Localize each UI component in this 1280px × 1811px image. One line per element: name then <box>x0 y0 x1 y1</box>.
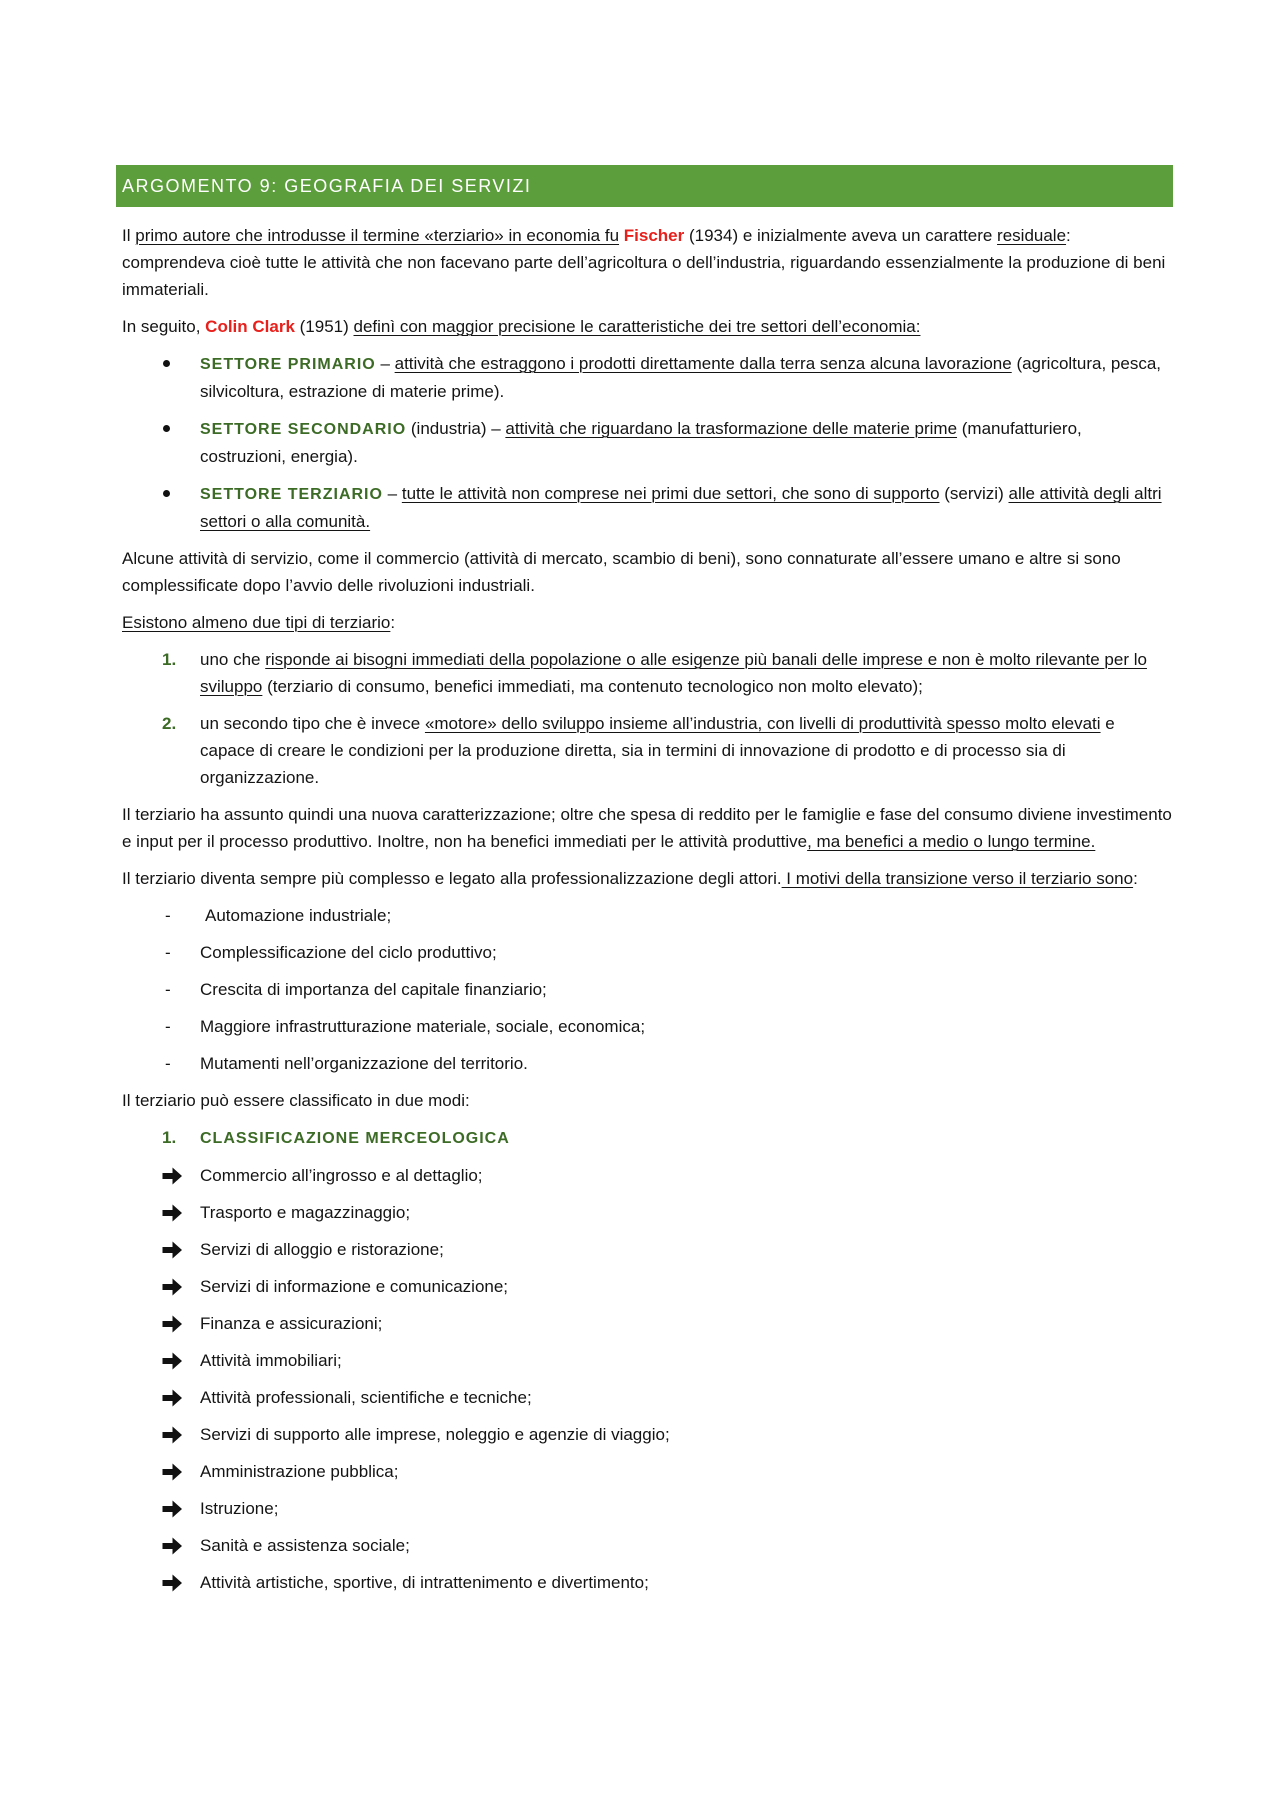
bullet-dot-icon <box>163 360 170 367</box>
author-name-clark: Colin Clark <box>205 317 295 336</box>
underlined-run: «motore» dello sviluppo insieme all’industria, con livelli di produttività spesso molto elevati <box>424 714 1101 733</box>
list-number: 1. <box>162 1128 177 1147</box>
merceologica-item <box>122 1199 1172 1226</box>
list-number: 2. <box>162 714 177 733</box>
arrow-right-icon <box>162 1463 183 1481</box>
text-run: – <box>375 354 395 373</box>
text-run: un secondo tipo che è invece <box>200 714 425 733</box>
motivo-item <box>122 1013 1172 1040</box>
arrow-right-icon <box>162 1241 183 1259</box>
list-item-text: Crescita di importanza del capitale finanziario; <box>200 980 547 999</box>
document-body <box>116 207 1172 1596</box>
arrow-right-icon <box>162 1389 183 1407</box>
dash-marker: - <box>165 906 171 925</box>
merceologica-item <box>122 1495 1172 1522</box>
merceologica-item <box>122 1569 1172 1596</box>
text-run: : comprendeva cioè tutte le attività che non facevano parte dell’agricoltura o dell’industria, riguardando essenzialmente la produzione di beni immateriali. <box>122 226 1166 299</box>
paragraph-diventa <box>122 865 1172 892</box>
paragraph-fischer <box>122 222 1172 303</box>
dash-marker: - <box>165 980 171 999</box>
dash-marker: - <box>165 1017 171 1036</box>
bullet-dot-icon <box>163 425 170 432</box>
underlined-run: attività che riguardano la trasformazione delle materie prime <box>505 419 958 438</box>
arrow-right-icon <box>162 1500 183 1518</box>
text-run: Il terziario ha assunto quindi una nuova caratterizzazione; oltre che spesa di reddito per le famiglie e fase del consumo diviene investimento e input per il processo produttivo. Inoltre, non ha benefici immediati per le attività produttive <box>122 805 1172 851</box>
text-run: Il terziario diventa sempre più complesso e legato alla professionalizzazione degli attori. <box>122 869 782 888</box>
arrow-right-icon <box>162 1537 183 1555</box>
list-item-text: Sanità e assistenza sociale; <box>200 1536 410 1555</box>
underlined-run: tutte le attività non comprese nei primi due settori, che sono di supporto <box>401 484 940 503</box>
arrow-right-icon <box>162 1204 183 1222</box>
arrow-right-icon <box>162 1315 183 1333</box>
underlined-run: definì con maggior precisione le caratteristiche dei tre settori dell’economia: <box>353 317 921 336</box>
list-item-text: Istruzione; <box>200 1499 279 1518</box>
merceologica-item <box>122 1384 1172 1411</box>
motivo-item <box>122 902 1172 929</box>
sector-label: SETTORE PRIMARIO <box>200 356 376 373</box>
text-run: : <box>1133 869 1138 888</box>
text-run: (terziario di consumo, benefici immediati, ma contenuto tecnologico non molto elevato); <box>262 677 923 696</box>
arrow-right-icon <box>162 1278 183 1296</box>
arrow-right-icon <box>162 1574 183 1592</box>
list-item-text: Attività immobiliari; <box>200 1351 342 1370</box>
classificazione-title: CLASSIFICAZIONE MERCEOLOGICA <box>200 1130 510 1147</box>
list-item-text: Attività artistiche, sportive, di intrattenimento e divertimento; <box>200 1573 649 1592</box>
text-run: (1951) <box>294 317 354 336</box>
list-item-text: Attività professionali, scientifiche e tecniche; <box>200 1388 532 1407</box>
list-item-text: Servizi di informazione e comunicazione; <box>200 1277 509 1296</box>
paragraph-clark <box>122 313 1172 340</box>
paragraph-alcune: Alcune attività di servizio, come il commercio (attività di mercato, scambio di beni), sono connaturate all’essere umano e altre si sono complessificate dopo l’avvio delle rivoluzioni industriali. <box>122 549 1121 595</box>
sector-item-secondario <box>122 415 1172 470</box>
paragraph-assunto <box>122 801 1172 855</box>
arrow-right-icon <box>162 1426 183 1444</box>
motivo-item <box>122 939 1172 966</box>
list-number: 1. <box>162 650 177 669</box>
merceologica-item <box>122 1458 1172 1485</box>
underlined-run: Esistono almeno due tipi di terziario <box>122 613 391 632</box>
text-run: (manufatturiero, costruzioni, energia). <box>200 419 1082 466</box>
dash-marker: - <box>165 943 171 962</box>
list-item-text: Servizi di supporto alle imprese, noleggio e agenzie di viaggio; <box>200 1425 670 1444</box>
section-title: ARGOMENTO 9: GEOGRAFIA DEI SERVIZI <box>122 176 532 196</box>
text-run: : <box>390 613 396 632</box>
merceologica-item <box>122 1162 1172 1189</box>
underlined-run: attività che estraggono i prodotti direttamente dalla terra senza alcuna lavorazione <box>394 354 1012 373</box>
paragraph-esistono <box>122 609 1172 636</box>
underlined-run: risponde ai bisogni immediati della popolazione o alle esigenze più banali delle imprese e non è molto rilevante per lo sviluppo <box>200 650 1147 696</box>
arrow-right-icon <box>162 1352 183 1370</box>
sector-item-primario <box>122 350 1172 405</box>
dash-marker: - <box>165 1054 171 1073</box>
text-run: (industria) – <box>406 419 506 438</box>
tipo-item-2 <box>122 710 1172 791</box>
text-run: (servizi) <box>939 484 1009 503</box>
list-item-text: Mutamenti nell’organizzazione del territorio. <box>200 1054 528 1073</box>
merceologica-item <box>122 1310 1172 1337</box>
text-run: e capace di creare le condizioni per la produzione diretta, sia in termini di innovazione di prodotto e di processo sia di organizzazione. <box>200 714 1115 787</box>
underlined-run: residuale <box>997 226 1067 245</box>
underlined-run: I motivi della transizione verso il terziario sono <box>781 869 1134 888</box>
list-item-text: Amministrazione pubblica; <box>200 1462 399 1481</box>
author-name-fischer: Fischer <box>623 226 685 245</box>
motivo-item <box>122 976 1172 1003</box>
text-run: (agricoltura, pesca, silvicoltura, estrazione di materie prime). <box>200 354 1162 401</box>
motivo-item <box>122 1050 1172 1077</box>
document-page <box>116 165 1173 1606</box>
arrow-right-icon <box>162 1167 183 1185</box>
sector-label: SETTORE SECONDARIO <box>200 421 407 438</box>
list-item-text: Commercio all’ingrosso e al dettaglio; <box>200 1166 483 1185</box>
list-item-text: Automazione industriale; <box>205 906 392 925</box>
classificazione-heading <box>122 1124 1172 1152</box>
sector-label: SETTORE TERZIARIO <box>200 486 383 503</box>
text-run: Il <box>122 226 136 245</box>
merceologica-item <box>122 1532 1172 1559</box>
list-item-text: Servizi di alloggio e ristorazione; <box>200 1240 444 1259</box>
underlined-run: , ma benefici a medio o lungo termine. <box>807 832 1096 851</box>
merceologica-item <box>122 1347 1172 1374</box>
merceologica-item <box>122 1236 1172 1263</box>
sector-item-terziario <box>122 480 1172 535</box>
merceologica-item <box>122 1273 1172 1300</box>
text-run: – <box>382 484 402 503</box>
text-run: (1934) e inizialmente aveva un carattere <box>684 226 998 245</box>
list-item-text: Maggiore infrastrutturazione materiale, sociale, economica; <box>200 1017 646 1036</box>
bullet-dot-icon <box>163 490 170 497</box>
underlined-run: alle attività degli altri settori o alla comunità. <box>200 484 1162 531</box>
tipo-item-1 <box>122 646 1172 700</box>
list-item-text: Trasporto e magazzinaggio; <box>200 1203 411 1222</box>
underlined-run: primo autore che introdusse il termine «terziario» in economia fu <box>135 226 620 245</box>
list-item-text: Complessificazione del ciclo produttivo; <box>200 943 497 962</box>
list-item-text: Finanza e assicurazioni; <box>200 1314 383 1333</box>
section-header <box>116 165 1173 207</box>
text-run: uno che <box>200 650 266 669</box>
merceologica-item <box>122 1421 1172 1448</box>
paragraph-modi: Il terziario può essere classificato in due modi: <box>122 1091 470 1110</box>
text-run: In seguito, <box>122 317 206 336</box>
